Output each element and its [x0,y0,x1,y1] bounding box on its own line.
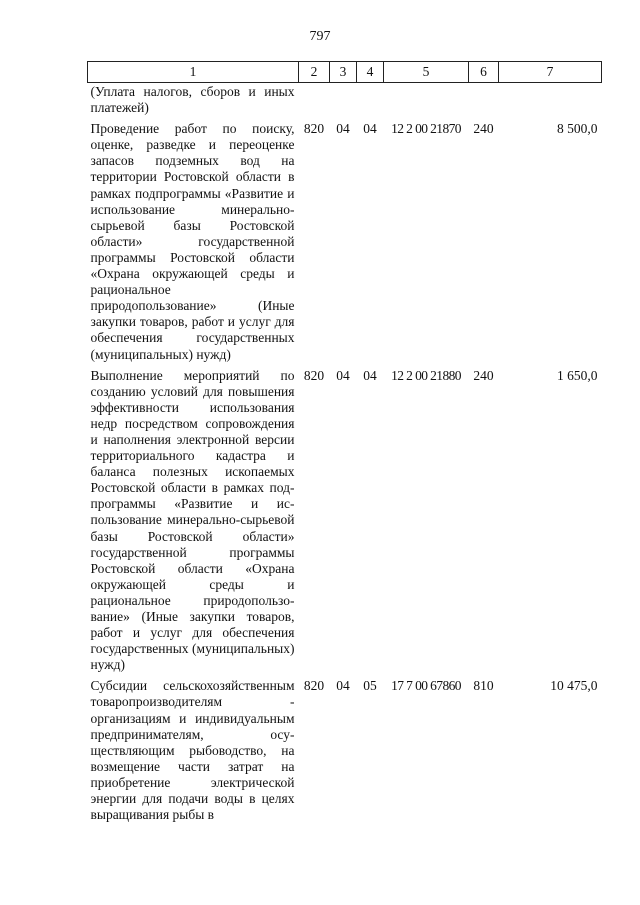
header-row [88,62,602,83]
row-vedomstvo [299,83,330,121]
row-podrazdel [357,83,384,121]
row-expense-type [469,83,499,121]
header-col-1: 1 [88,62,299,83]
row-target-code: 12 2 00 21870 [391,121,461,137]
row-description: Субсидии сельскохозяйственным товаропроизводителям - организациям и индивидуальным предпринимателям, осуществляющим рыбоводство, на возмещение части затрат на приобретение электрической энергии для подачи воды в целях выращивания рыбы в [90,678,295,823]
row-razdel: 04 [336,678,350,694]
row-podrazdel: 04 [363,121,377,137]
header-col-4: 4 [357,62,384,83]
row-description: Выполнение мероприятий по созданию условий для повышения эффективности использования недр посредством сопровождения и наполнения электронной версии территориального кадастра и баланса полезных ископаемых Ростовской области в рамках подпрограммы «Развитие и использование минерально-сырьевой базы Ростовской области» государственной программы Ростовской области «Охрана окружающей среды и рациональное природопользование» (Иные закупки товаров, работ и услуг для обеспечения государственных (муниципальных) нужд) [90,367,295,673]
row-expense-type: 240 [473,367,494,383]
row-target-code: 12 2 00 21880 [391,367,461,383]
budget-table [87,61,602,827]
header-col-2: 2 [299,62,330,83]
row-podrazdel: 04 [363,367,377,383]
table-body [88,83,602,828]
row-expense-type: 240 [473,121,494,137]
table-row [88,677,602,827]
page-number: 797 [309,29,331,44]
table-row [88,83,602,121]
row-razdel: 04 [336,367,350,383]
header-col-5: 5 [384,62,469,83]
table-row [88,120,602,366]
table-row [88,367,602,678]
row-target-code: 17 7 00 67860 [391,678,461,694]
row-amount: 1 650,0 [557,367,598,383]
row-description: (Уплата налогов, сборов и иных платежей) [90,84,295,116]
table-header [88,62,602,83]
row-amount: 8 500,0 [557,121,598,137]
header-col-6: 6 [469,62,499,83]
row-amount: 10 475,0 [550,678,598,694]
row-description: Проведение работ по поиску, оценке, разведке и переоценке запасов подземных вод на территории Ростовской области в рамках подпрограммы «Развитие и использование минерально-сырьевой базы Ростовской области» государственной программы Ростовской области «Охрана окружающей среды и рациональное природопользование» (Иные закупки товаров, работ и услуг для обеспечения государственных (муниципальных) нужд) [90,121,295,362]
row-amount [499,83,602,121]
row-razdel: 04 [336,121,350,137]
header-col-7: 7 [499,62,602,83]
row-expense-type: 810 [473,678,494,694]
header-col-3: 3 [330,62,357,83]
row-razdel [330,83,357,121]
row-podrazdel: 05 [363,678,377,694]
row-vedomstvo: 820 [303,678,325,694]
row-vedomstvo: 820 [303,367,325,383]
row-vedomstvo: 820 [303,121,325,137]
row-target-code [384,83,469,121]
